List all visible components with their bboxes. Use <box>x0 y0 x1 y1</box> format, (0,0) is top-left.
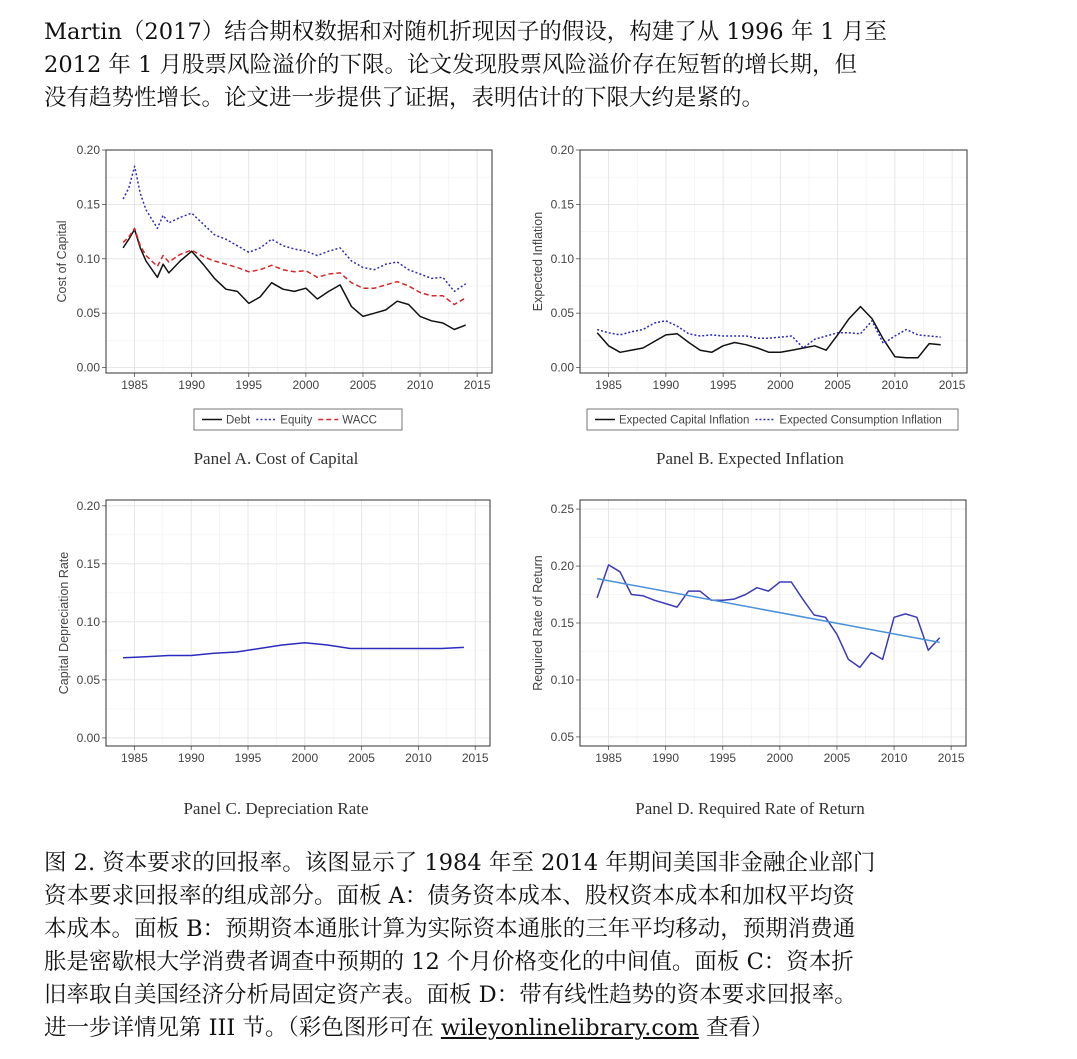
x-tick-label: 1990 <box>177 751 205 765</box>
caption-line: 本成本。面板 B：预期资本通胀计算为实际资本通胀的三年平均移动，预期消费通 <box>44 916 856 942</box>
x-tick-label: 1995 <box>234 751 262 765</box>
caption-last-line <box>44 1012 1044 1045</box>
y-axis-label: Required Rate of Return <box>531 555 545 691</box>
intro-line: Martin（2017）结合期权数据和对随机折现因子的假设，构建了从 1996 年 1 月至 <box>44 19 887 45</box>
y-tick-label: 0.00 <box>76 730 100 745</box>
x-tick-label: 2005 <box>824 378 851 392</box>
x-tick-label: 2000 <box>291 751 319 765</box>
panel-b-title: Panel B. Expected Inflation <box>656 449 844 468</box>
y-axis-label: Expected Inflation <box>531 211 545 312</box>
y-tick-label: 0.10 <box>550 251 574 266</box>
panel-d-title: Panel D. Required Rate of Return <box>635 799 865 818</box>
x-tick-label: 2000 <box>766 751 794 765</box>
legend-label: Equity <box>280 414 313 427</box>
y-tick-label: 0.20 <box>76 498 100 513</box>
y-tick-label: 0.10 <box>76 614 100 629</box>
caption-text: 查看） <box>698 1015 774 1041</box>
y-tick-label: 0.20 <box>550 559 574 574</box>
x-tick-label: 1995 <box>709 378 737 392</box>
legend-label: Expected Consumption Inflation <box>779 414 942 427</box>
y-tick-label: 0.15 <box>76 197 100 212</box>
series-line-required-rate-of-return <box>597 565 940 668</box>
x-tick-label: 2015 <box>937 751 965 765</box>
series-line-expected-capital-inflation <box>597 307 941 358</box>
legend-label: Expected Capital Inflation <box>619 414 750 427</box>
y-tick-label: 0.20 <box>76 143 100 157</box>
x-tick-label: 1990 <box>652 751 680 765</box>
chart-panel-b <box>531 143 967 430</box>
x-tick-label: 1995 <box>709 751 737 765</box>
x-tick-label: 2010 <box>406 378 434 392</box>
y-tick-label: 0.10 <box>76 251 100 266</box>
caption-line: 胀是密歇根大学消费者调查中预期的 12 个月价格变化的中间值。面板 C：资本折 <box>44 949 854 975</box>
panel-c-title: Panel C. Depreciation Rate <box>183 799 369 818</box>
x-tick-label: 1990 <box>178 378 206 392</box>
chart-panel-d <box>531 500 966 765</box>
y-tick-label: 0.20 <box>550 143 574 157</box>
plot-frame <box>580 150 967 373</box>
x-tick-label: 1995 <box>235 378 263 392</box>
legend-label: Debt <box>226 414 251 427</box>
x-tick-label: 2005 <box>348 751 375 765</box>
y-tick-label: 0.15 <box>550 197 574 212</box>
y-axis-label: Capital Depreciation Rate <box>57 551 71 695</box>
x-tick-label: 2010 <box>881 378 909 392</box>
x-tick-label: 2010 <box>405 751 432 765</box>
figure-caption <box>44 847 1044 1045</box>
x-tick-label: 1985 <box>121 751 148 765</box>
legend-b <box>587 409 958 430</box>
y-tick-label: 0.05 <box>550 729 574 744</box>
x-tick-label: 2005 <box>349 378 377 392</box>
panel-a-title: Panel A. Cost of Capital <box>193 449 359 468</box>
x-tick-label: 2010 <box>880 751 908 765</box>
y-tick-label: 0.05 <box>550 306 574 321</box>
series-line-linear-trend <box>597 579 940 643</box>
x-tick-label: 2000 <box>292 378 320 392</box>
x-tick-label: 2000 <box>767 378 794 392</box>
x-tick-label: 1985 <box>595 378 622 392</box>
caption-text: 进一步详情见第 III 节。（彩色图形可在 <box>44 1015 441 1041</box>
y-tick-label: 0.05 <box>76 306 100 321</box>
legend-a <box>194 409 402 430</box>
y-tick-label: 0.00 <box>76 360 100 375</box>
legend-label: WACC <box>342 414 377 427</box>
y-tick-label: 0.15 <box>76 556 100 571</box>
x-tick-label: 1985 <box>121 378 148 392</box>
y-axis-label: Cost of Capital <box>55 220 69 303</box>
x-tick-label: 1990 <box>652 378 680 392</box>
x-tick-label: 2005 <box>823 751 851 765</box>
y-tick-label: 0.15 <box>550 616 574 630</box>
y-tick-label: 0.25 <box>550 502 574 517</box>
y-tick-label: 0.10 <box>550 672 574 687</box>
caption-line: 资本要求回报率的组成部分。面板 A：债务资本成本、股权资本成本和加权平均资 <box>44 883 855 909</box>
series-line-equity <box>123 166 466 291</box>
wiley-link[interactable]: wileyonlinelibrary.com <box>440 1015 699 1041</box>
chart-panel-c <box>57 499 490 765</box>
series-line-depreciation-rate <box>123 643 464 658</box>
x-tick-label: 2015 <box>463 378 491 392</box>
intro-line: 没有趋势性增长。论文进一步提供了证据，表明估计的下限大约是紧的。 <box>44 85 765 111</box>
series-line-debt <box>123 229 466 329</box>
caption-line: 图 2. 资本要求的回报率。该图显示了 1984 年至 2014 年期间美国非金融企业部门 <box>44 850 876 876</box>
chart-panel-a <box>55 143 492 430</box>
y-tick-label: 0.00 <box>550 360 574 375</box>
y-tick-label: 0.05 <box>76 672 100 687</box>
caption-line: 旧率取自美国经济分析局固定资产表。面板 D：带有线性趋势的资本要求回报率。 <box>44 982 857 1008</box>
x-tick-label: 1985 <box>595 751 622 765</box>
x-tick-label: 2015 <box>938 378 966 392</box>
x-tick-label: 2015 <box>461 751 489 765</box>
plot-frame <box>106 150 492 373</box>
intro-line: 2012 年 1 月股票风险溢价的下限。论文发现股票风险溢价存在短暂的增长期，但 <box>44 52 858 78</box>
